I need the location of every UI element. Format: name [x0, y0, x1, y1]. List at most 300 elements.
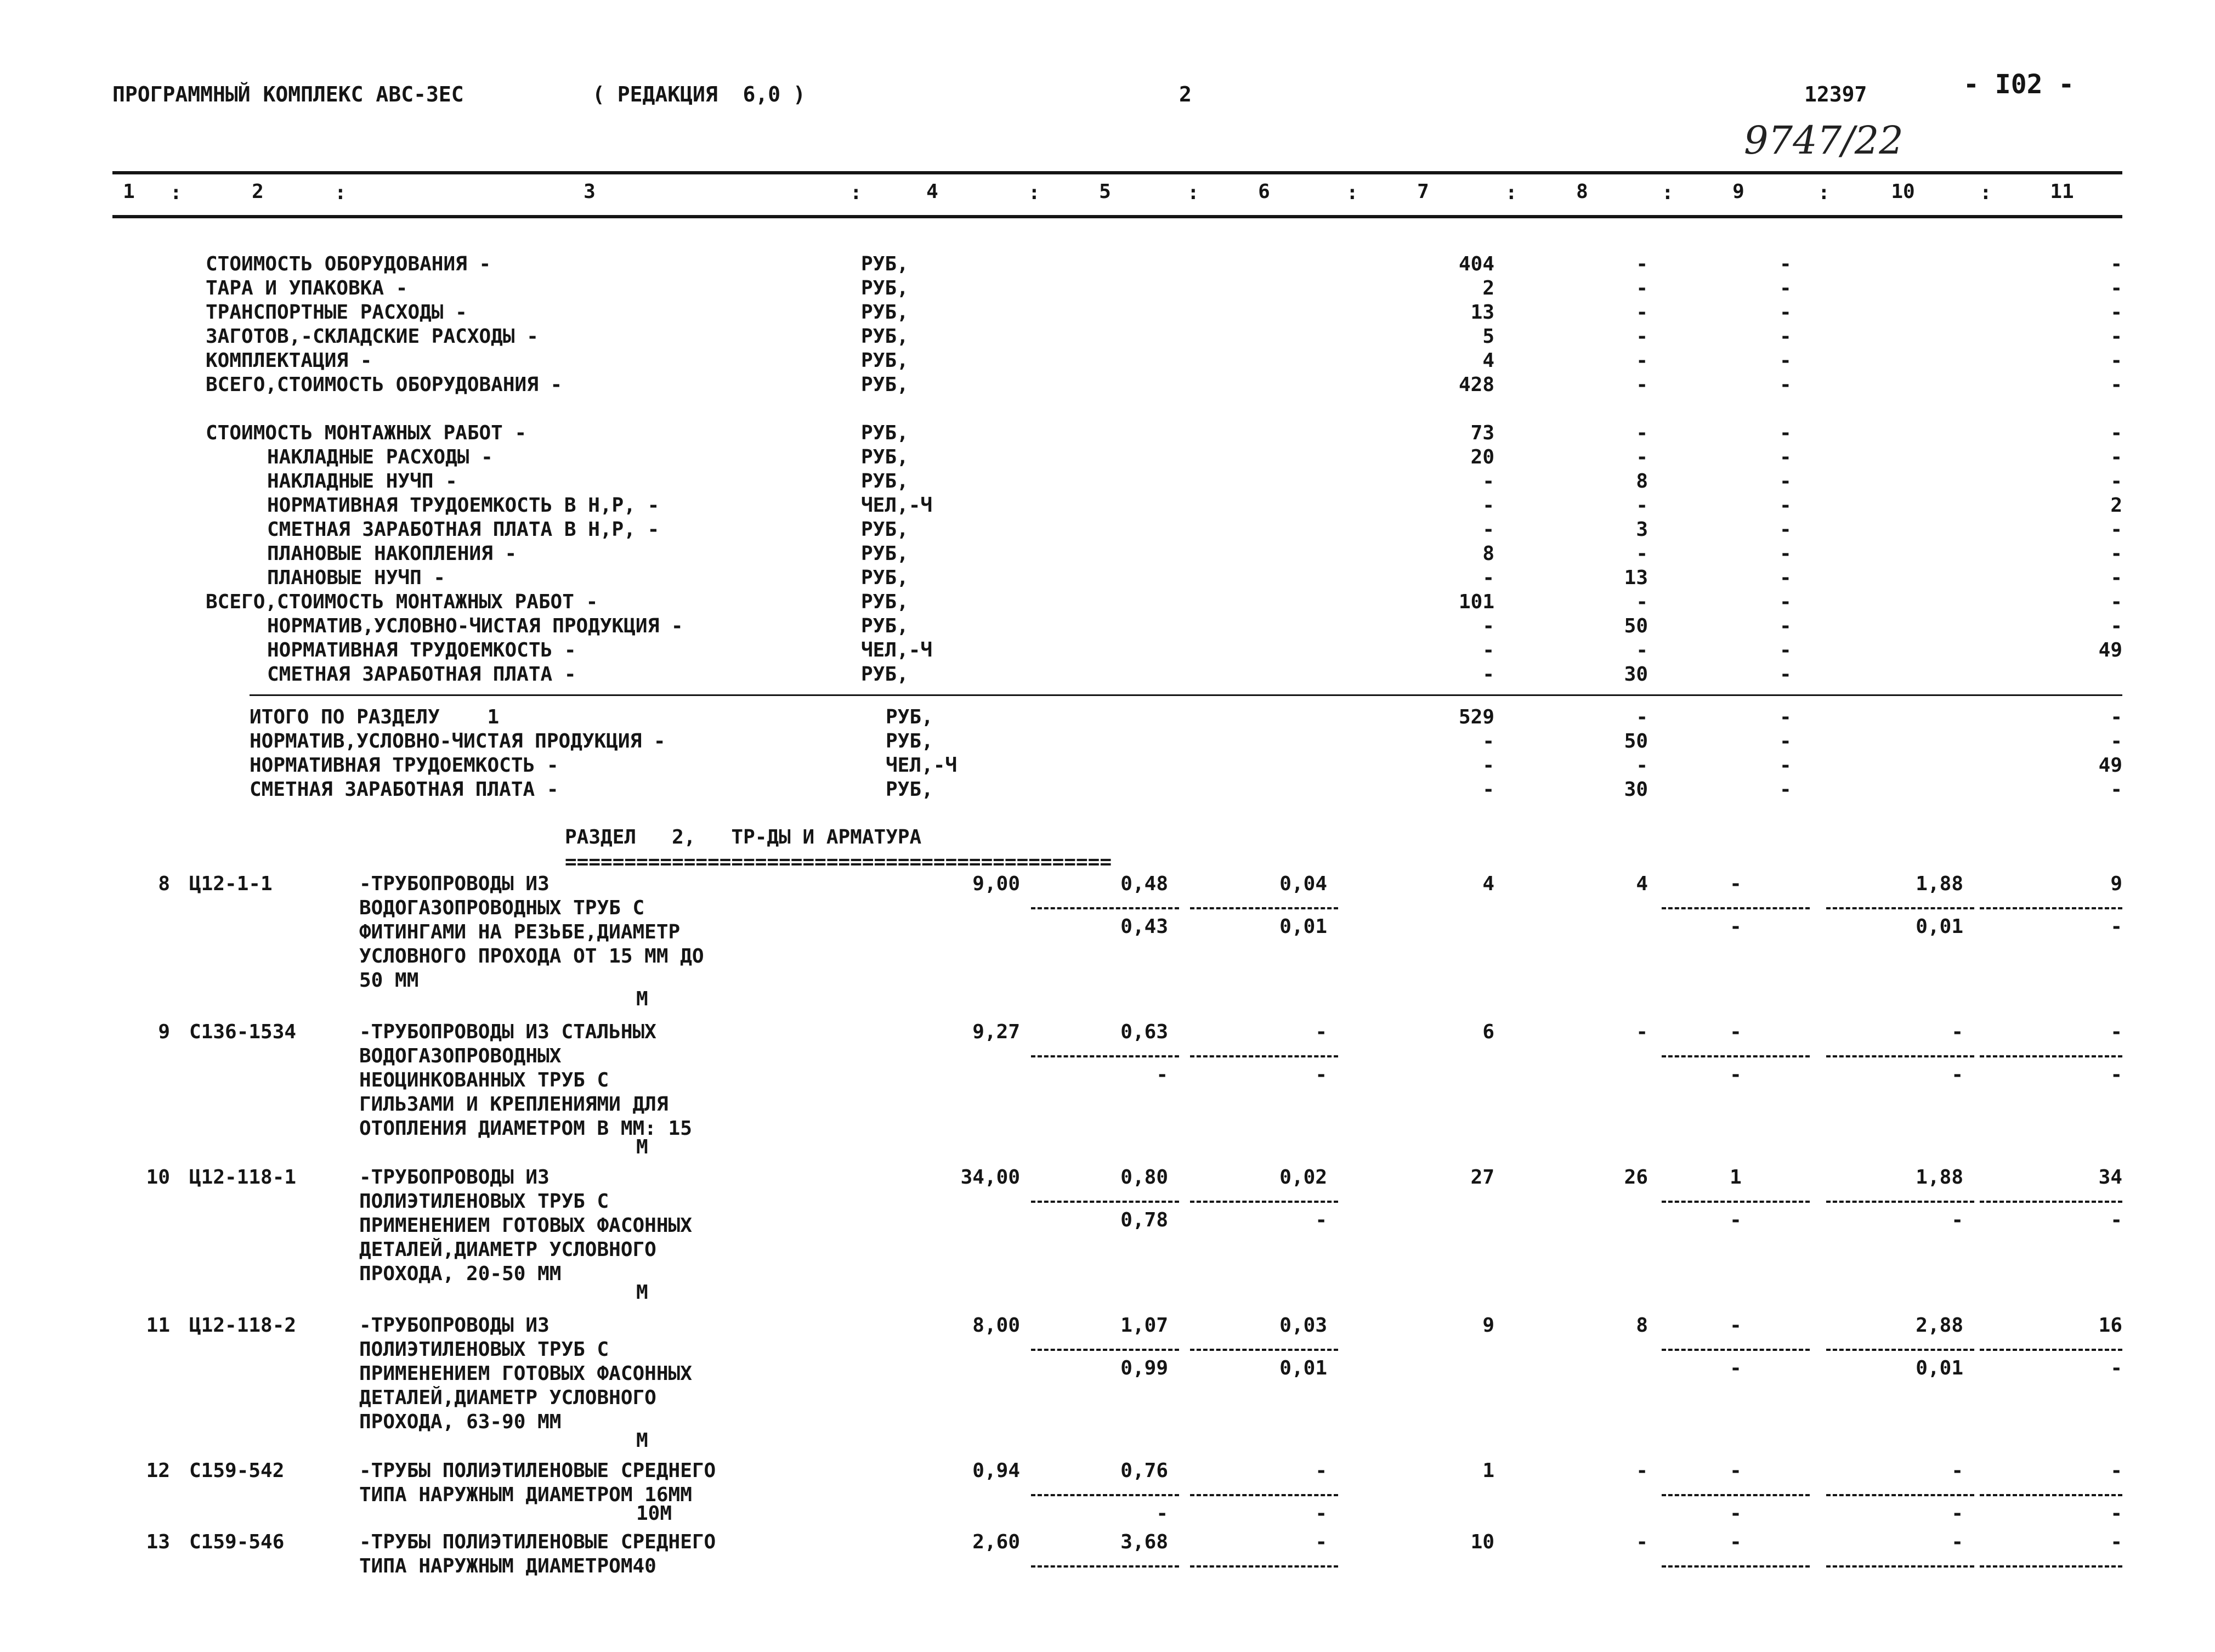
- c9-fraction-rule: [1662, 907, 1810, 909]
- c5-fraction-rule: [1031, 1494, 1179, 1496]
- col7-value: -: [1482, 567, 1494, 589]
- item-number: 10: [146, 1166, 170, 1189]
- item-description-line: ПОЛИЭТИЛЕНОВЫХ ТРУБ С: [359, 1190, 609, 1213]
- column-number-7: 7: [1417, 180, 1429, 203]
- col8-value: -: [1636, 253, 1648, 275]
- col5-value: 0,76: [1120, 1459, 1168, 1482]
- column-number-2: 2: [252, 180, 264, 203]
- item-description-line: ПРОХОДА, 63-90 ММ: [359, 1411, 562, 1433]
- col11-value: -: [2110, 349, 2122, 372]
- summary-label: ПЛАНОВЫЕ НАКОПЛЕНИЯ -: [267, 542, 517, 565]
- col11-value: -: [2110, 518, 2122, 541]
- col11-subvalue: -: [2110, 1357, 2122, 1379]
- item-unit: 10М: [636, 1502, 672, 1525]
- item-code: Ц12-1-1: [189, 873, 273, 895]
- col11-value: -: [2110, 374, 2122, 396]
- page-number: - I02 -: [1963, 69, 2075, 100]
- col5-value: 0,80: [1120, 1166, 1168, 1189]
- col9-subvalue: -: [1730, 1063, 1742, 1086]
- c11-fraction-rule: [1980, 1494, 2122, 1496]
- col10-subvalue: -: [1951, 1063, 1963, 1086]
- col7-value: 10: [1470, 1531, 1494, 1553]
- col5-subvalue: 0,99: [1120, 1357, 1168, 1379]
- item-code: С136-1534: [189, 1021, 297, 1043]
- col7-value: 8: [1482, 542, 1494, 565]
- column-number-3: 3: [584, 180, 596, 203]
- item-description-line: НЕОЦИНКОВАННЫХ ТРУБ С: [359, 1069, 609, 1091]
- col8-value: 50: [1624, 615, 1648, 637]
- col11-value: -: [2110, 1531, 2122, 1553]
- c6-fraction-rule: [1190, 1565, 1338, 1568]
- col9-value: -: [1780, 706, 1792, 728]
- col6-value: 0,02: [1279, 1166, 1327, 1189]
- col11-value: -: [2110, 422, 2122, 444]
- table-top-rule: [112, 171, 2122, 174]
- unit-label: РУБ,: [861, 470, 909, 493]
- col9-value: -: [1780, 446, 1792, 468]
- summary-label: СТОИМОСТЬ ОБОРУДОВАНИЯ -: [206, 253, 491, 275]
- c10-fraction-rule: [1826, 907, 1974, 909]
- c6-fraction-rule: [1190, 1494, 1338, 1496]
- col11-value: -: [2110, 325, 2122, 348]
- c9-fraction-rule: [1662, 1494, 1810, 1496]
- col9-value: -: [1780, 253, 1792, 275]
- col9-value: -: [1780, 494, 1792, 517]
- item-description-line: ПРИМЕНЕНИЕМ ГОТОВЫХ ФАСОННЫХ: [359, 1214, 692, 1237]
- col9-value: -: [1780, 615, 1792, 637]
- col11-value: -: [2110, 615, 2122, 637]
- col7-value: -: [1482, 470, 1494, 493]
- col4-value: 9,00: [972, 873, 1020, 895]
- c10-fraction-rule: [1826, 1494, 1974, 1496]
- col6-value: 0,04: [1279, 873, 1327, 895]
- summary-label: ПЛАНОВЫЕ НУЧП -: [267, 567, 446, 589]
- col5-subvalue: 0,78: [1120, 1209, 1168, 1231]
- col7-value: 6: [1482, 1021, 1494, 1043]
- col7-value: 20: [1470, 446, 1494, 468]
- item-code: Ц12-118-1: [189, 1166, 297, 1189]
- col9-value: -: [1730, 1531, 1742, 1553]
- col7-value: 529: [1458, 706, 1494, 728]
- col4-value: 0,94: [972, 1459, 1020, 1482]
- col8-value: -: [1636, 422, 1648, 444]
- item-description-line: -ТРУБОПРОВОДЫ ИЗ: [359, 1314, 549, 1337]
- col8-value: -: [1636, 349, 1648, 372]
- c5-fraction-rule: [1031, 1201, 1179, 1203]
- item-code: С159-542: [189, 1459, 285, 1482]
- unit-label: РУБ,: [861, 663, 909, 686]
- col9-subvalue: -: [1730, 1502, 1742, 1525]
- summary-label: СМЕТНАЯ ЗАРАБОТНАЯ ПЛАТА -: [267, 663, 576, 686]
- col7-value: 404: [1458, 253, 1494, 275]
- c10-fraction-rule: [1826, 1349, 1974, 1351]
- unit-label: РУБ,: [861, 518, 909, 541]
- col7-value: -: [1482, 754, 1494, 777]
- column-number-9: 9: [1732, 180, 1744, 203]
- col9-value: -: [1780, 591, 1792, 613]
- c9-fraction-rule: [1662, 1055, 1810, 1057]
- item-number: 9: [158, 1021, 170, 1043]
- col11-value: -: [2110, 778, 2122, 801]
- col8-value: -: [1636, 706, 1648, 728]
- col5-value: 0,63: [1120, 1021, 1168, 1043]
- col7-value: -: [1482, 639, 1494, 661]
- col7-value: 13: [1470, 301, 1494, 324]
- col11-value: -: [2110, 446, 2122, 468]
- unit-label: РУБ,: [861, 301, 909, 324]
- col10-value: -: [1951, 1531, 1963, 1553]
- col10-subvalue: 0,01: [1916, 915, 1963, 938]
- summary-label: ВСЕГО,СТОИМОСТЬ МОНТАЖНЫХ РАБОТ -: [206, 591, 598, 613]
- col9-subvalue: -: [1730, 915, 1742, 938]
- c6-fraction-rule: [1190, 907, 1338, 909]
- item-description-line: ПОЛИЭТИЛЕНОВЫХ ТРУБ С: [359, 1338, 609, 1361]
- unit-label: ЧЕЛ,-Ч: [861, 639, 933, 661]
- col6-subvalue: -: [1315, 1063, 1327, 1086]
- col6-value: -: [1315, 1531, 1327, 1553]
- summary-label: СМЕТНАЯ ЗАРАБОТНАЯ ПЛАТА В Н,Р, -: [267, 518, 660, 541]
- col8-value: -: [1636, 754, 1648, 777]
- col8-value: -: [1636, 1531, 1648, 1553]
- column-separator: :: [1028, 182, 1040, 204]
- item-description-line: ДЕТАЛЕЙ,ДИАМЕТР УСЛОВНОГО: [359, 1238, 656, 1261]
- col9-value: -: [1780, 663, 1792, 686]
- item-number: 8: [158, 873, 170, 895]
- col11-value: 16: [2098, 1314, 2122, 1337]
- column-number-10: 10: [1891, 180, 1915, 203]
- unit-label: РУБ,: [861, 567, 909, 589]
- section-total-label: СМЕТНАЯ ЗАРАБОТНАЯ ПЛАТА -: [250, 778, 559, 801]
- summary-label: ТРАНСПОРТНЫЕ РАСХОДЫ -: [206, 301, 467, 324]
- item-code: С159-546: [189, 1531, 285, 1553]
- item-description-line: 50 ММ: [359, 969, 419, 992]
- col8-value: -: [1636, 374, 1648, 396]
- col9-value: -: [1780, 422, 1792, 444]
- col9-value: -: [1780, 567, 1792, 589]
- c11-fraction-rule: [1980, 1201, 2122, 1203]
- c11-fraction-rule: [1980, 907, 2122, 909]
- col9-value: -: [1780, 470, 1792, 493]
- col8-value: 8: [1636, 470, 1648, 493]
- summary-label: НОРМАТИВНАЯ ТРУДОЕМКОСТЬ -: [267, 639, 576, 661]
- section-total-rule: [250, 694, 2122, 696]
- section-title-underline: ==============================================: [565, 851, 1112, 873]
- col9-value: -: [1780, 277, 1792, 299]
- summary-label: ЗАГОТОВ,-СКЛАДСКИЕ РАСХОДЫ -: [206, 325, 539, 348]
- col8-value: -: [1636, 301, 1648, 324]
- item-unit: М: [636, 1136, 648, 1158]
- column-separator: :: [1980, 182, 1992, 204]
- item-description-line: ТИПА НАРУЖНЫМ ДИАМЕТРОМ40: [359, 1555, 656, 1577]
- item-description-line: ДЕТАЛЕЙ,ДИАМЕТР УСЛОВНОГО: [359, 1387, 656, 1409]
- col11-value: -: [2110, 277, 2122, 299]
- unit-label: РУБ,: [861, 615, 909, 637]
- item-description-line: ВОДОГАЗОПРОВОДНЫХ: [359, 1045, 562, 1067]
- section-total-label: ИТОГО ПО РАЗДЕЛУ 1: [250, 706, 500, 728]
- col7-value: 428: [1458, 374, 1494, 396]
- col9-value: -: [1730, 873, 1742, 895]
- col8-value: 30: [1624, 663, 1648, 686]
- col11-subvalue: -: [2110, 1063, 2122, 1086]
- col8-value: -: [1636, 591, 1648, 613]
- col10-value: -: [1951, 1021, 1963, 1043]
- col11-value: -: [2110, 1021, 2122, 1043]
- column-separator: :: [170, 182, 182, 204]
- col4-value: 8,00: [972, 1314, 1020, 1337]
- item-number: 12: [146, 1459, 170, 1482]
- col9-value: 1: [1730, 1166, 1742, 1189]
- summary-label: КОМПЛЕКТАЦИЯ -: [206, 349, 372, 372]
- c10-fraction-rule: [1826, 1565, 1974, 1568]
- col8-value: 3: [1636, 518, 1648, 541]
- c5-fraction-rule: [1031, 1055, 1179, 1057]
- col9-value: -: [1780, 349, 1792, 372]
- col8-value: -: [1636, 494, 1648, 517]
- col9-value: -: [1780, 639, 1792, 661]
- col8-value: 30: [1624, 778, 1648, 801]
- section-total-label: НОРМАТИВНАЯ ТРУДОЕМКОСТЬ -: [250, 754, 559, 777]
- col4-value: 2,60: [972, 1531, 1020, 1553]
- col9-value: -: [1780, 518, 1792, 541]
- c11-fraction-rule: [1980, 1349, 2122, 1351]
- unit-label: РУБ,: [886, 706, 933, 728]
- unit-label: РУБ,: [861, 349, 909, 372]
- column-number-5: 5: [1099, 180, 1111, 203]
- c10-fraction-rule: [1826, 1055, 1974, 1057]
- col11-value: 49: [2098, 754, 2122, 777]
- column-separator: :: [850, 182, 862, 204]
- item-number: 11: [146, 1314, 170, 1337]
- col8-value: -: [1636, 1021, 1648, 1043]
- col7-value: -: [1482, 730, 1494, 753]
- col8-value: 13: [1624, 567, 1648, 589]
- col9-value: -: [1780, 374, 1792, 396]
- col5-value: 3,68: [1120, 1531, 1168, 1553]
- unit-label: РУБ,: [861, 446, 909, 468]
- col5-subvalue: -: [1156, 1063, 1168, 1086]
- col8-value: 26: [1624, 1166, 1648, 1189]
- col9-value: -: [1780, 301, 1792, 324]
- col8-value: -: [1636, 325, 1648, 348]
- col7-value: 1: [1482, 1459, 1494, 1482]
- item-unit: М: [636, 988, 648, 1010]
- col6-value: -: [1315, 1021, 1327, 1043]
- col7-value: -: [1482, 663, 1494, 686]
- col7-value: 101: [1458, 591, 1494, 613]
- item-description-line: ОТОПЛЕНИЯ ДИАМЕТРОМ В ММ: 15: [359, 1117, 692, 1140]
- column-separator: :: [1505, 182, 1517, 204]
- col9-subvalue: -: [1730, 1357, 1742, 1379]
- col10-subvalue: -: [1951, 1502, 1963, 1525]
- col7-value: 4: [1482, 349, 1494, 372]
- col10-subvalue: -: [1951, 1209, 1963, 1231]
- summary-label: ВСЕГО,СТОИМОСТЬ ОБОРУДОВАНИЯ -: [206, 374, 563, 396]
- col11-value: 2: [2110, 494, 2122, 517]
- column-number-11: 11: [2050, 180, 2074, 203]
- item-description-line: -ТРУБОПРОВОДЫ ИЗ: [359, 873, 549, 895]
- c5-fraction-rule: [1031, 907, 1179, 909]
- col6-subvalue: -: [1315, 1502, 1327, 1525]
- col4-value: 9,27: [972, 1021, 1020, 1043]
- document-code: 12397: [1804, 82, 1867, 106]
- col11-value: -: [2110, 470, 2122, 493]
- item-description-line: -ТРУБОПРОВОДЫ ИЗ: [359, 1166, 549, 1189]
- col11-value: -: [2110, 301, 2122, 324]
- col8-value: -: [1636, 277, 1648, 299]
- col7-value: 9: [1482, 1314, 1494, 1337]
- col6-subvalue: -: [1315, 1209, 1327, 1231]
- unit-label: РУБ,: [861, 325, 909, 348]
- col6-value: -: [1315, 1459, 1327, 1482]
- col10-value: 1,88: [1916, 873, 1963, 895]
- col8-value: 8: [1636, 1314, 1648, 1337]
- c6-fraction-rule: [1190, 1055, 1338, 1057]
- summary-label: ТАРА И УПАКОВКА -: [206, 277, 408, 299]
- column-separator: :: [335, 182, 347, 204]
- col8-value: 50: [1624, 730, 1648, 753]
- col8-value: -: [1636, 639, 1648, 661]
- col11-value: 34: [2098, 1166, 2122, 1189]
- unit-label: РУБ,: [886, 778, 933, 801]
- column-number-1: 1: [123, 180, 135, 203]
- summary-label: СТОИМОСТЬ МОНТАЖНЫХ РАБОТ -: [206, 422, 527, 444]
- col10-value: 1,88: [1916, 1166, 1963, 1189]
- c9-fraction-rule: [1662, 1349, 1810, 1351]
- col11-subvalue: -: [2110, 1209, 2122, 1231]
- col7-value: 2: [1482, 277, 1494, 299]
- edition-label: ( РЕДАКЦИЯ 6,0 ): [592, 82, 806, 106]
- unit-label: РУБ,: [861, 422, 909, 444]
- col9-value: -: [1780, 778, 1792, 801]
- item-description-line: ПРИМЕНЕНИЕМ ГОТОВЫХ ФАСОННЫХ: [359, 1362, 692, 1385]
- item-unit: М: [636, 1429, 648, 1452]
- unit-label: РУБ,: [861, 253, 909, 275]
- c5-fraction-rule: [1031, 1349, 1179, 1351]
- column-header-rule: [112, 215, 2122, 218]
- col11-subvalue: -: [2110, 915, 2122, 938]
- item-description-line: УСЛОВНОГО ПРОХОДА ОТ 15 ММ ДО: [359, 945, 704, 968]
- unit-label: РУБ,: [861, 542, 909, 565]
- col11-value: -: [2110, 706, 2122, 728]
- col8-value: -: [1636, 1459, 1648, 1482]
- col11-value: -: [2110, 730, 2122, 753]
- section-total-label: НОРМАТИВ,УСЛОВНО-ЧИСТАЯ ПРОДУКЦИЯ -: [250, 730, 666, 753]
- col9-value: -: [1730, 1021, 1742, 1043]
- col7-value: 27: [1470, 1166, 1494, 1189]
- col8-value: 4: [1636, 873, 1648, 895]
- col7-value: 4: [1482, 873, 1494, 895]
- unit-label: РУБ,: [861, 591, 909, 613]
- col10-subvalue: 0,01: [1916, 1357, 1963, 1379]
- column-number-8: 8: [1576, 180, 1588, 203]
- item-description-line: ГИЛЬЗАМИ И КРЕПЛЕНИЯМИ ДЛЯ: [359, 1093, 669, 1116]
- item-description-line: -ТРУБЫ ПОЛИЭТИЛЕНОВЫЕ СРЕДНЕГО: [359, 1531, 716, 1553]
- column-separator: :: [1818, 182, 1830, 204]
- unit-label: ЧЕЛ,-Ч: [861, 494, 933, 517]
- sheet-number: 2: [1179, 82, 1192, 106]
- col6-subvalue: 0,01: [1279, 915, 1327, 938]
- col11-value: -: [2110, 567, 2122, 589]
- col11-value: -: [2110, 1459, 2122, 1482]
- col9-value: -: [1780, 754, 1792, 777]
- c5-fraction-rule: [1031, 1565, 1179, 1568]
- unit-label: РУБ,: [886, 730, 933, 753]
- col7-value: -: [1482, 778, 1494, 801]
- column-separator: :: [1346, 182, 1358, 204]
- col9-value: -: [1780, 542, 1792, 565]
- col7-value: -: [1482, 494, 1494, 517]
- item-description-line: -ТРУБОПРОВОДЫ ИЗ СТАЛЬНЫХ: [359, 1021, 656, 1043]
- c9-fraction-rule: [1662, 1565, 1810, 1568]
- c11-fraction-rule: [1980, 1565, 2122, 1568]
- summary-label: НАКЛАДНЫЕ НУЧП -: [267, 470, 457, 493]
- col11-value: 9: [2110, 873, 2122, 895]
- c6-fraction-rule: [1190, 1201, 1338, 1203]
- unit-label: ЧЕЛ,-Ч: [886, 754, 958, 777]
- col10-value: -: [1951, 1459, 1963, 1482]
- col5-value: 1,07: [1120, 1314, 1168, 1337]
- col11-value: -: [2110, 542, 2122, 565]
- summary-label: НОРМАТИВНАЯ ТРУДОЕМКОСТЬ В Н,Р, -: [267, 494, 660, 517]
- col8-value: -: [1636, 446, 1648, 468]
- col5-value: 0,48: [1120, 873, 1168, 895]
- unit-label: РУБ,: [861, 277, 909, 299]
- item-number: 13: [146, 1531, 170, 1553]
- item-unit: М: [636, 1281, 648, 1304]
- col11-value: -: [2110, 591, 2122, 613]
- handwritten-note: 9747/22: [1744, 118, 1904, 163]
- col6-value: 0,03: [1279, 1314, 1327, 1337]
- program-title: ПРОГРАММНЫЙ КОМПЛЕКС АВС-3ЕС: [112, 82, 464, 106]
- item-code: Ц12-118-2: [189, 1314, 297, 1337]
- section-title: РАЗДЕЛ 2, ТР-ДЫ И АРМАТУРА: [565, 826, 922, 848]
- col11-subvalue: -: [2110, 1502, 2122, 1525]
- item-description-line: ПРОХОДА, 20-50 ММ: [359, 1263, 562, 1285]
- col9-subvalue: -: [1730, 1209, 1742, 1231]
- col7-value: 5: [1482, 325, 1494, 348]
- col4-value: 34,00: [960, 1166, 1020, 1189]
- col9-value: -: [1730, 1314, 1742, 1337]
- col9-value: -: [1730, 1459, 1742, 1482]
- summary-label: НАКЛАДНЫЕ РАСХОДЫ -: [267, 446, 493, 468]
- col5-subvalue: 0,43: [1120, 915, 1168, 938]
- column-number-4: 4: [926, 180, 938, 203]
- item-description-line: ВОДОГАЗОПРОВОДНЫХ ТРУБ С: [359, 897, 645, 919]
- item-description-line: -ТРУБЫ ПОЛИЭТИЛЕНОВЫЕ СРЕДНЕГО: [359, 1459, 716, 1482]
- col8-value: -: [1636, 542, 1648, 565]
- summary-label: НОРМАТИВ,УСЛОВНО-ЧИСТАЯ ПРОДУКЦИЯ -: [267, 615, 683, 637]
- col9-value: -: [1780, 730, 1792, 753]
- column-separator: :: [1187, 182, 1199, 204]
- col10-value: 2,88: [1916, 1314, 1963, 1337]
- item-description-line: ТИПА НАРУЖНЫМ ДИАМЕТРОМ 16ММ: [359, 1484, 692, 1506]
- column-separator: :: [1662, 182, 1674, 204]
- col11-value: -: [2110, 253, 2122, 275]
- c6-fraction-rule: [1190, 1349, 1338, 1351]
- col6-subvalue: 0,01: [1279, 1357, 1327, 1379]
- c9-fraction-rule: [1662, 1201, 1810, 1203]
- col11-value: 49: [2098, 639, 2122, 661]
- c10-fraction-rule: [1826, 1201, 1974, 1203]
- col5-subvalue: -: [1156, 1502, 1168, 1525]
- c11-fraction-rule: [1980, 1055, 2122, 1057]
- col7-value: -: [1482, 615, 1494, 637]
- col7-value: -: [1482, 518, 1494, 541]
- col7-value: 73: [1470, 422, 1494, 444]
- col9-value: -: [1780, 325, 1792, 348]
- item-description-line: ФИТИНГАМИ НА РЕЗЬБЕ,ДИАМЕТР: [359, 921, 681, 943]
- column-number-6: 6: [1258, 180, 1270, 203]
